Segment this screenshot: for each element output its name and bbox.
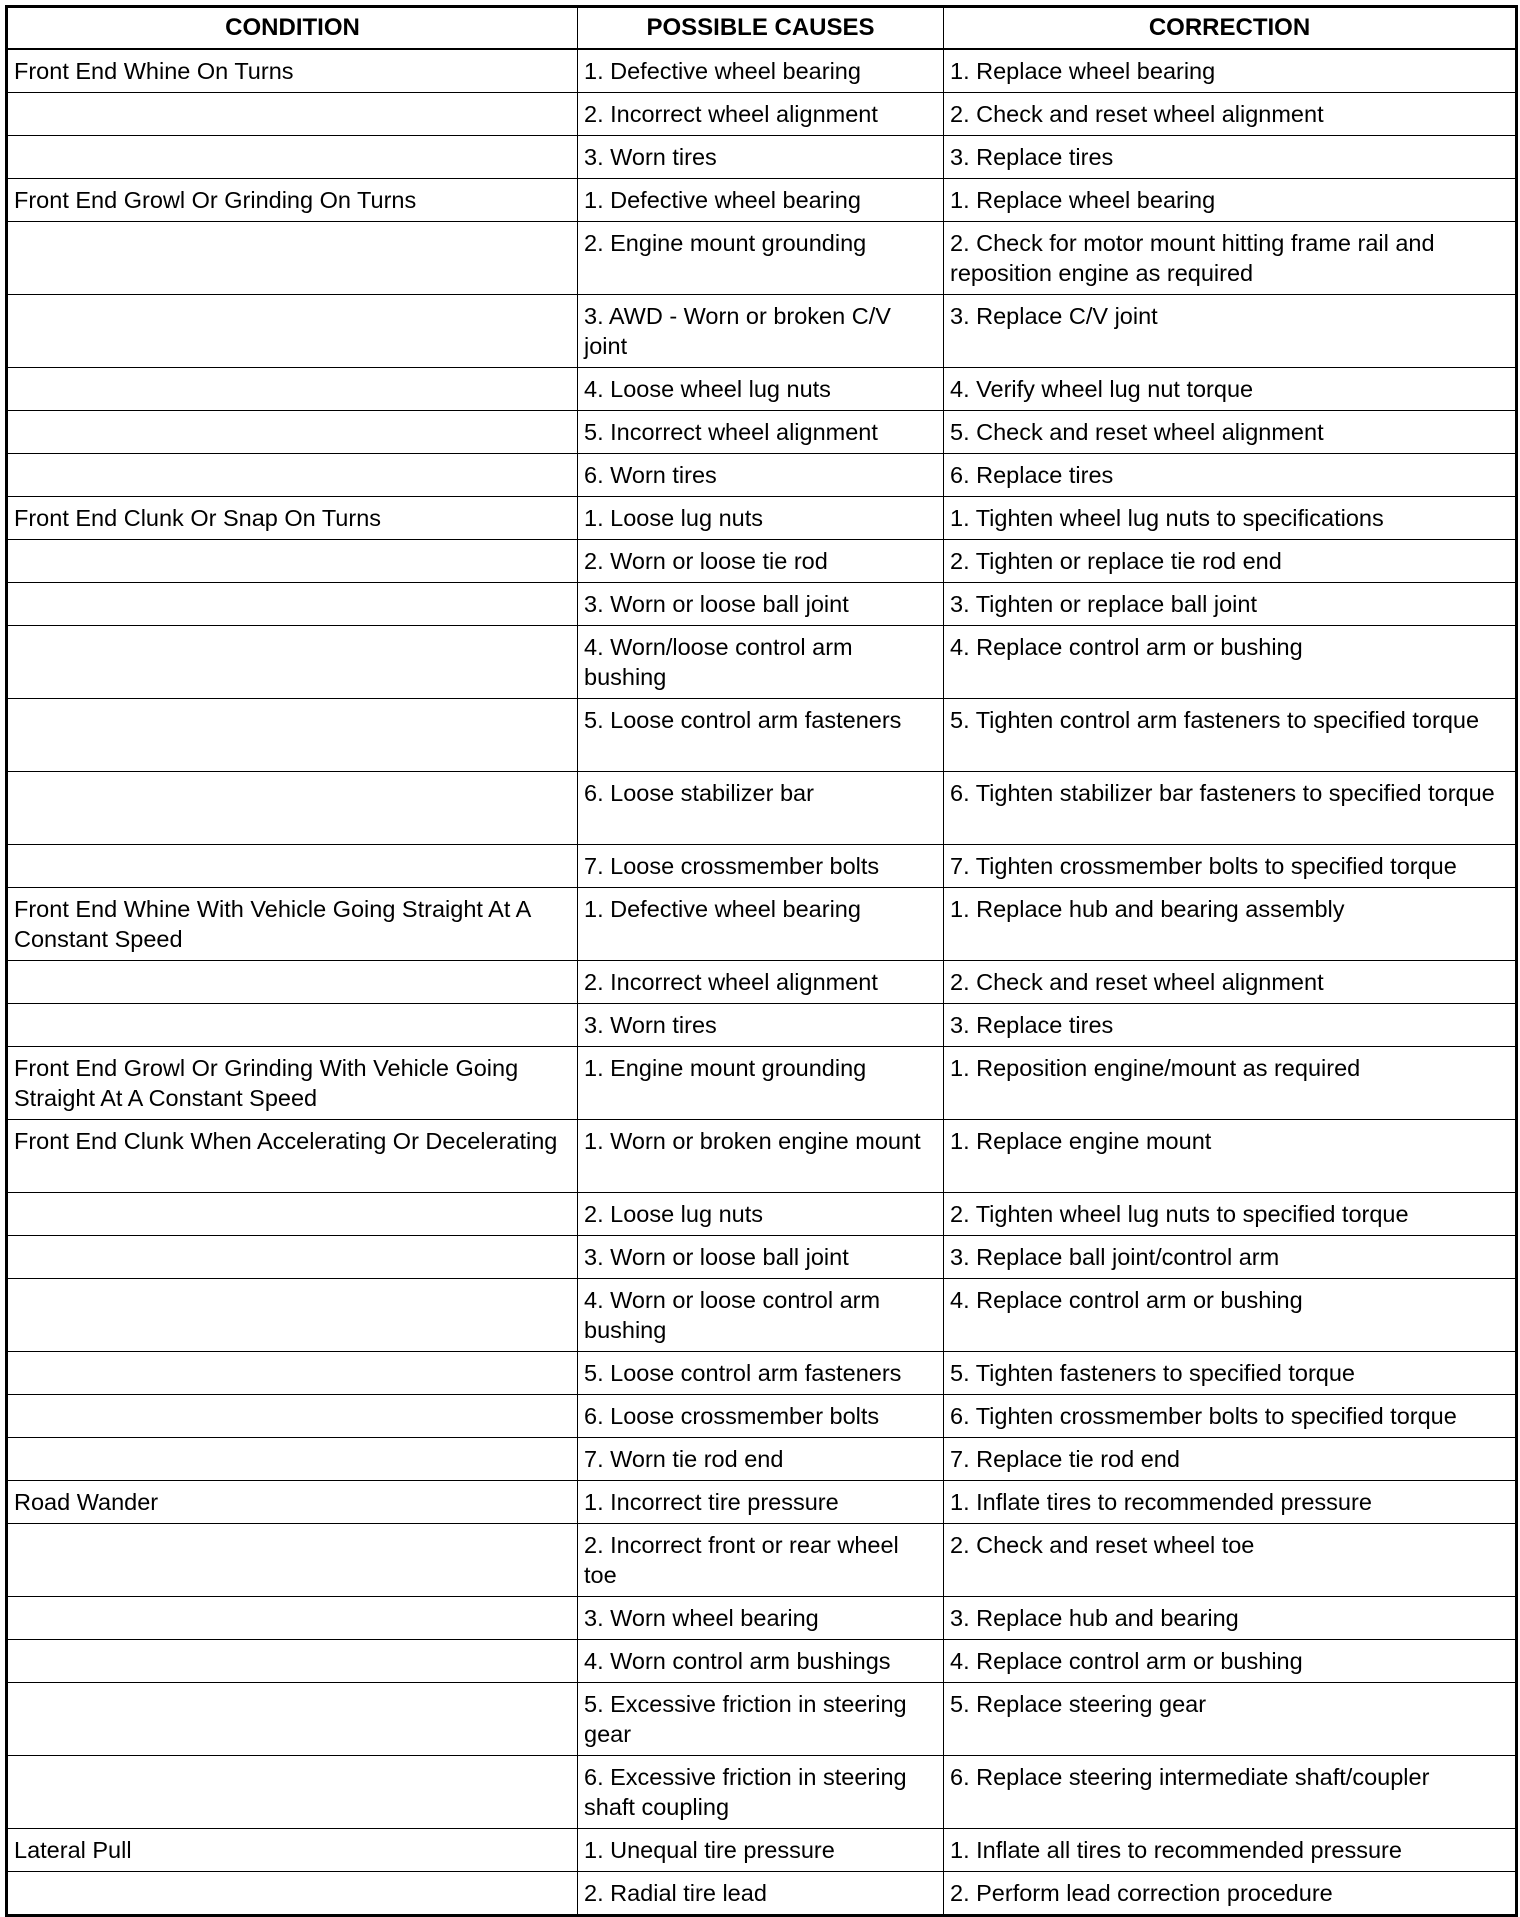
condition-cell [7, 1279, 578, 1352]
cause-cell: 4. Worn control arm bushings [578, 1640, 944, 1683]
cause-cell: 2. Incorrect wheel alignment [578, 93, 944, 136]
table-row [7, 1683, 1517, 1756]
correction-cell: 4. Replace control arm or bushing [944, 626, 1517, 699]
condition-cell [7, 845, 578, 888]
cause-cell: 2. Radial tire lead [578, 1872, 944, 1916]
correction-cell: 3. Replace tires [944, 136, 1517, 179]
diagnosis-document [5, 5, 1515, 1917]
condition-cell [7, 961, 578, 1004]
correction-cell: 1. Replace engine mount [944, 1120, 1517, 1193]
table-row [7, 295, 1517, 368]
condition-cell: Front End Whine With Vehicle Going Straight At A Constant Speed [7, 888, 578, 961]
correction-cell: 3. Tighten or replace ball joint [944, 583, 1517, 626]
cause-cell: 2. Worn or loose tie rod [578, 540, 944, 583]
condition-cell: Front End Clunk Or Snap On Turns [7, 497, 578, 540]
correction-cell: 2. Tighten or replace tie rod end [944, 540, 1517, 583]
condition-cell [7, 1524, 578, 1597]
condition-cell [7, 368, 578, 411]
condition-cell [7, 411, 578, 454]
table-row [7, 888, 1517, 961]
condition-cell [7, 136, 578, 179]
cause-cell: 1. Loose lug nuts [578, 497, 944, 540]
correction-cell: 5. Tighten fasteners to specified torque [944, 1352, 1517, 1395]
condition-cell: Front End Whine On Turns [7, 49, 578, 93]
correction-cell: 3. Replace tires [944, 1004, 1517, 1047]
cause-cell: 3. Worn or loose ball joint [578, 583, 944, 626]
condition-cell [7, 1352, 578, 1395]
table-row [7, 1481, 1517, 1524]
condition-cell [7, 626, 578, 699]
table-row [7, 222, 1517, 295]
condition-cell: Front End Growl Or Grinding On Turns [7, 179, 578, 222]
cause-cell: 2. Incorrect wheel alignment [578, 961, 944, 1004]
correction-cell: 3. Replace ball joint/control arm [944, 1236, 1517, 1279]
cause-cell: 1. Engine mount grounding [578, 1047, 944, 1120]
cause-cell: 7. Worn tie rod end [578, 1438, 944, 1481]
correction-cell: 1. Replace hub and bearing assembly [944, 888, 1517, 961]
table-row [7, 497, 1517, 540]
correction-cell: 2. Check and reset wheel alignment [944, 93, 1517, 136]
cause-cell: 5. Loose control arm fasteners [578, 699, 944, 772]
cause-cell: 6. Loose crossmember bolts [578, 1395, 944, 1438]
condition-cell [7, 1597, 578, 1640]
cause-cell: 2. Incorrect front or rear wheel toe [578, 1524, 944, 1597]
condition-cell: Lateral Pull [7, 1829, 578, 1872]
table-row [7, 540, 1517, 583]
table-row [7, 1047, 1517, 1120]
table-body [7, 49, 1517, 1916]
header-possible-causes: POSSIBLE CAUSES [578, 7, 944, 50]
diagnosis-table [5, 5, 1518, 1917]
correction-cell: 2. Check for motor mount hitting frame rail and reposition engine as required [944, 222, 1517, 295]
condition-cell [7, 1236, 578, 1279]
condition-cell [7, 454, 578, 497]
table-row [7, 179, 1517, 222]
condition-cell: Front End Growl Or Grinding With Vehicle Going Straight At A Constant Speed [7, 1047, 578, 1120]
table-row [7, 1004, 1517, 1047]
correction-cell: 1. Replace wheel bearing [944, 179, 1517, 222]
table-row [7, 1829, 1517, 1872]
correction-cell: 6. Tighten crossmember bolts to specified torque [944, 1395, 1517, 1438]
correction-cell: 7. Replace tie rod end [944, 1438, 1517, 1481]
table-row [7, 772, 1517, 845]
correction-cell: 5. Check and reset wheel alignment [944, 411, 1517, 454]
correction-cell: 5. Replace steering gear [944, 1683, 1517, 1756]
cause-cell: 3. Worn or loose ball joint [578, 1236, 944, 1279]
table-row [7, 699, 1517, 772]
cause-cell: 1. Incorrect tire pressure [578, 1481, 944, 1524]
table-row [7, 1756, 1517, 1829]
cause-cell: 7. Loose crossmember bolts [578, 845, 944, 888]
correction-cell: 2. Perform lead correction procedure [944, 1872, 1517, 1916]
cause-cell: 6. Loose stabilizer bar [578, 772, 944, 845]
cause-cell: 1. Defective wheel bearing [578, 179, 944, 222]
cause-cell: 3. Worn wheel bearing [578, 1597, 944, 1640]
cause-cell: 1. Defective wheel bearing [578, 49, 944, 93]
correction-cell: 2. Check and reset wheel alignment [944, 961, 1517, 1004]
table-row [7, 1279, 1517, 1352]
cause-cell: 1. Unequal tire pressure [578, 1829, 944, 1872]
table-row [7, 626, 1517, 699]
correction-cell: 6. Replace steering intermediate shaft/coupler [944, 1756, 1517, 1829]
table-row [7, 1872, 1517, 1916]
correction-cell: 3. Replace C/V joint [944, 295, 1517, 368]
condition-cell [7, 699, 578, 772]
condition-cell [7, 1004, 578, 1047]
cause-cell: 5. Excessive friction in steering gear [578, 1683, 944, 1756]
cause-cell: 2. Engine mount grounding [578, 222, 944, 295]
table-row [7, 1640, 1517, 1683]
correction-cell: 4. Verify wheel lug nut torque [944, 368, 1517, 411]
correction-cell: 6. Tighten stabilizer bar fasteners to specified torque [944, 772, 1517, 845]
cause-cell: 1. Defective wheel bearing [578, 888, 944, 961]
header-correction: CORRECTION [944, 7, 1517, 50]
condition-cell [7, 222, 578, 295]
cause-cell: 3. Worn tires [578, 1004, 944, 1047]
condition-cell [7, 1756, 578, 1829]
table-row [7, 49, 1517, 93]
condition-cell [7, 1395, 578, 1438]
table-row [7, 454, 1517, 497]
condition-cell: Front End Clunk When Accelerating Or Decelerating [7, 1120, 578, 1193]
table-row [7, 1395, 1517, 1438]
table-row [7, 583, 1517, 626]
header-condition: CONDITION [7, 7, 578, 50]
table-row [7, 1236, 1517, 1279]
header-row [7, 7, 1517, 50]
table-row [7, 1524, 1517, 1597]
correction-cell: 2. Tighten wheel lug nuts to specified torque [944, 1193, 1517, 1236]
condition-cell [7, 295, 578, 368]
table-row [7, 961, 1517, 1004]
correction-cell: 7. Tighten crossmember bolts to specified torque [944, 845, 1517, 888]
correction-cell: 1. Reposition engine/mount as required [944, 1047, 1517, 1120]
cause-cell: 3. Worn tires [578, 136, 944, 179]
condition-cell [7, 93, 578, 136]
condition-cell [7, 540, 578, 583]
condition-cell [7, 772, 578, 845]
table-row [7, 136, 1517, 179]
cause-cell: 6. Worn tires [578, 454, 944, 497]
correction-cell: 2. Check and reset wheel toe [944, 1524, 1517, 1597]
cause-cell: 4. Loose wheel lug nuts [578, 368, 944, 411]
cause-cell: 6. Excessive friction in steering shaft coupling [578, 1756, 944, 1829]
table-row [7, 368, 1517, 411]
table-row [7, 411, 1517, 454]
table-row [7, 1352, 1517, 1395]
condition-cell [7, 1193, 578, 1236]
cause-cell: 1. Worn or broken engine mount [578, 1120, 944, 1193]
correction-cell: 5. Tighten control arm fasteners to specified torque [944, 699, 1517, 772]
table-row [7, 93, 1517, 136]
table-row [7, 1438, 1517, 1481]
condition-cell: Road Wander [7, 1481, 578, 1524]
correction-cell: 1. Inflate all tires to recommended pressure [944, 1829, 1517, 1872]
correction-cell: 1. Inflate tires to recommended pressure [944, 1481, 1517, 1524]
condition-cell [7, 1683, 578, 1756]
table-row [7, 1120, 1517, 1193]
table-row [7, 845, 1517, 888]
cause-cell: 3. AWD - Worn or broken C/V joint [578, 295, 944, 368]
condition-cell [7, 583, 578, 626]
cause-cell: 4. Worn/loose control arm bushing [578, 626, 944, 699]
correction-cell: 4. Replace control arm or bushing [944, 1640, 1517, 1683]
correction-cell: 1. Tighten wheel lug nuts to specifications [944, 497, 1517, 540]
table-row [7, 1597, 1517, 1640]
table-row [7, 1193, 1517, 1236]
cause-cell: 5. Loose control arm fasteners [578, 1352, 944, 1395]
correction-cell: 4. Replace control arm or bushing [944, 1279, 1517, 1352]
cause-cell: 5. Incorrect wheel alignment [578, 411, 944, 454]
correction-cell: 6. Replace tires [944, 454, 1517, 497]
correction-cell: 1. Replace wheel bearing [944, 49, 1517, 93]
cause-cell: 4. Worn or loose control arm bushing [578, 1279, 944, 1352]
condition-cell [7, 1438, 578, 1481]
condition-cell [7, 1640, 578, 1683]
correction-cell: 3. Replace hub and bearing [944, 1597, 1517, 1640]
cause-cell: 2. Loose lug nuts [578, 1193, 944, 1236]
condition-cell [7, 1872, 578, 1916]
